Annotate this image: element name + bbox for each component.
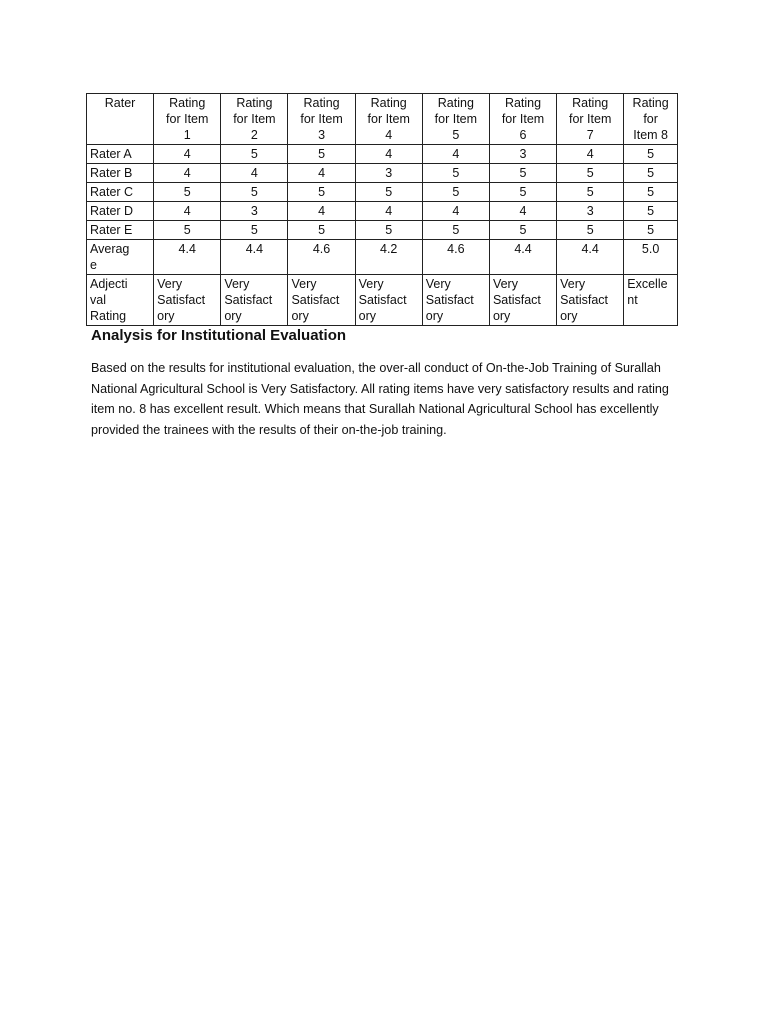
row-label: Rater D [87,202,154,221]
rating-cell: 5 [557,183,624,202]
rating-cell: 4 [288,202,355,221]
header-text: for Item [568,112,612,126]
header-item-8 [624,94,678,145]
table-row [87,145,678,164]
cell-text: Satisfact [425,293,474,307]
rating-cell: 3 [489,145,556,164]
header-item-7 [557,94,624,145]
header-text: for Item [300,112,343,126]
cell-text: Satisfact [358,293,407,307]
header-rater [87,94,154,145]
average-cell: 4.4 [154,240,221,275]
cell-text: Adjecti [90,277,128,291]
rating-cell: 5 [557,164,624,183]
cell-text: ory [224,309,242,323]
cell-text: nt [627,293,638,307]
header-text: 6 [519,128,527,142]
adjectival-cell [288,275,355,326]
row-label: Rater C [87,183,154,202]
average-cell: 4.6 [288,240,355,275]
rating-cell: 4 [355,145,422,164]
adjectival-cell [221,275,288,326]
rating-cell: 5 [221,221,288,240]
row-label: Rater A [87,145,154,164]
cell-text: Satisfact [492,293,541,307]
header-text: 7 [586,128,594,142]
rating-cell: 4 [154,145,221,164]
rating-cell: 5 [221,183,288,202]
header-text: 3 [318,128,326,142]
rating-cell: 5 [221,145,288,164]
header-text: for Item [434,112,478,126]
ratings-table [86,93,678,326]
header-text: for Item [367,112,410,126]
table-row [87,164,678,183]
header-text: for Item [166,112,209,126]
rating-cell: 5 [288,183,355,202]
rating-cell: 5 [355,183,422,202]
rating-cell: 5 [288,221,355,240]
average-cell: 4.4 [557,240,624,275]
header-text: Rating [504,96,542,110]
header-text: 4 [385,128,393,142]
cell-text: Very [224,277,250,291]
rating-cell: 4 [154,164,221,183]
adjectival-cell [154,275,221,326]
rating-cell: 5 [422,221,489,240]
header-text: Rating [169,96,206,110]
average-cell: 4.4 [221,240,288,275]
cell-text: Satisfact [157,293,206,307]
rating-cell: 4 [422,145,489,164]
cell-text: ory [425,309,444,323]
header-item-5 [422,94,489,145]
cell-text: Satisfact [224,293,273,307]
rating-cell: 5 [624,202,678,221]
average-cell: 4.6 [422,240,489,275]
adjectival-cell [422,275,489,326]
average-cell: 5.0 [624,240,678,275]
rating-cell: 5 [288,145,355,164]
rating-cell: 4 [221,164,288,183]
row-label: Rater B [87,164,154,183]
average-row [87,240,678,275]
cell-text: Very [425,277,451,291]
adjectival-cell [489,275,556,326]
rating-cell: 5 [154,221,221,240]
cell-text: Very [157,277,183,291]
header-text: for Item [501,112,545,126]
header-text: Item 8 [633,128,668,142]
table-row [87,221,678,240]
cell-text: Very [358,277,384,291]
rating-cell: 4 [288,164,355,183]
adjectival-cell [557,275,624,326]
rating-cell: 5 [355,221,422,240]
cell-text: Averag [90,242,130,256]
section-title: Analysis for Institutional Evaluation [91,327,347,344]
rating-cell: 4 [489,202,556,221]
rating-cell: 5 [624,164,678,183]
rating-cell: 5 [624,145,678,164]
header-text: Rating [437,96,474,110]
rating-cell: 5 [624,221,678,240]
adjectival-row [87,275,678,326]
table-row [87,202,678,221]
rating-cell: 3 [355,164,422,183]
adjectival-cell [624,275,678,326]
cell-text: Very [492,277,518,291]
header-text: 5 [452,128,460,142]
rating-cell: 5 [624,183,678,202]
header-text: Rater [104,96,136,110]
header-text: Rating [632,96,669,110]
rating-cell: 4 [355,202,422,221]
adjectival-label [87,275,154,326]
cell-text: e [90,258,97,272]
rating-cell: 5 [422,164,489,183]
header-item-6 [489,94,556,145]
rating-cell: 4 [557,145,624,164]
header-text: Rating [370,96,407,110]
cell-text: Satisfact [291,293,340,307]
row-label: Rater E [87,221,154,240]
header-text: for Item [233,112,276,126]
average-cell: 4.4 [489,240,556,275]
header-item-4 [355,94,422,145]
header-text: for [643,112,658,126]
rating-cell: 5 [557,221,624,240]
header-text: Rating [236,96,273,110]
rating-cell: 5 [489,183,556,202]
cell-text: ory [358,309,376,323]
average-cell: 4.2 [355,240,422,275]
header-text: 1 [183,128,191,142]
cell-text: ory [492,309,511,323]
rating-cell: 5 [489,221,556,240]
cell-text: Very [291,277,317,291]
rating-cell: 5 [422,183,489,202]
header-item-2 [221,94,288,145]
average-label [87,240,154,275]
adjectival-cell [355,275,422,326]
cell-text: Rating [90,309,127,323]
rating-cell: 4 [154,202,221,221]
cell-text: ory [157,309,175,323]
cell-text: val [90,293,106,307]
header-item-3 [288,94,355,145]
header-item-1 [154,94,221,145]
header-text: 2 [250,128,258,142]
rating-cell: 5 [489,164,556,183]
cell-text: Excelle [627,277,668,291]
table-body [87,145,678,326]
table-header-row [87,94,678,145]
cell-text: ory [291,309,309,323]
cell-text: ory [560,309,578,323]
cell-text: Very [560,277,586,291]
header-text: Rating [572,96,609,110]
cell-text: Satisfact [560,293,609,307]
header-text: Rating [303,96,340,110]
table-row [87,183,678,202]
rating-cell: 3 [221,202,288,221]
rating-cell: 5 [154,183,221,202]
rating-cell: 3 [557,202,624,221]
rating-cell: 4 [422,202,489,221]
analysis-paragraph: Based on the results for institutional evaluation, the over-all conduct of On-the-Job Training of Surallah National Agricultural School is Very Satisfactory. All rating items have very satisfactory results and rating item no. 8 has excellent result. Which means that Surallah National Agricultural School has excellently provided the trainees with the results of their on-the-job training. [91,361,669,437]
